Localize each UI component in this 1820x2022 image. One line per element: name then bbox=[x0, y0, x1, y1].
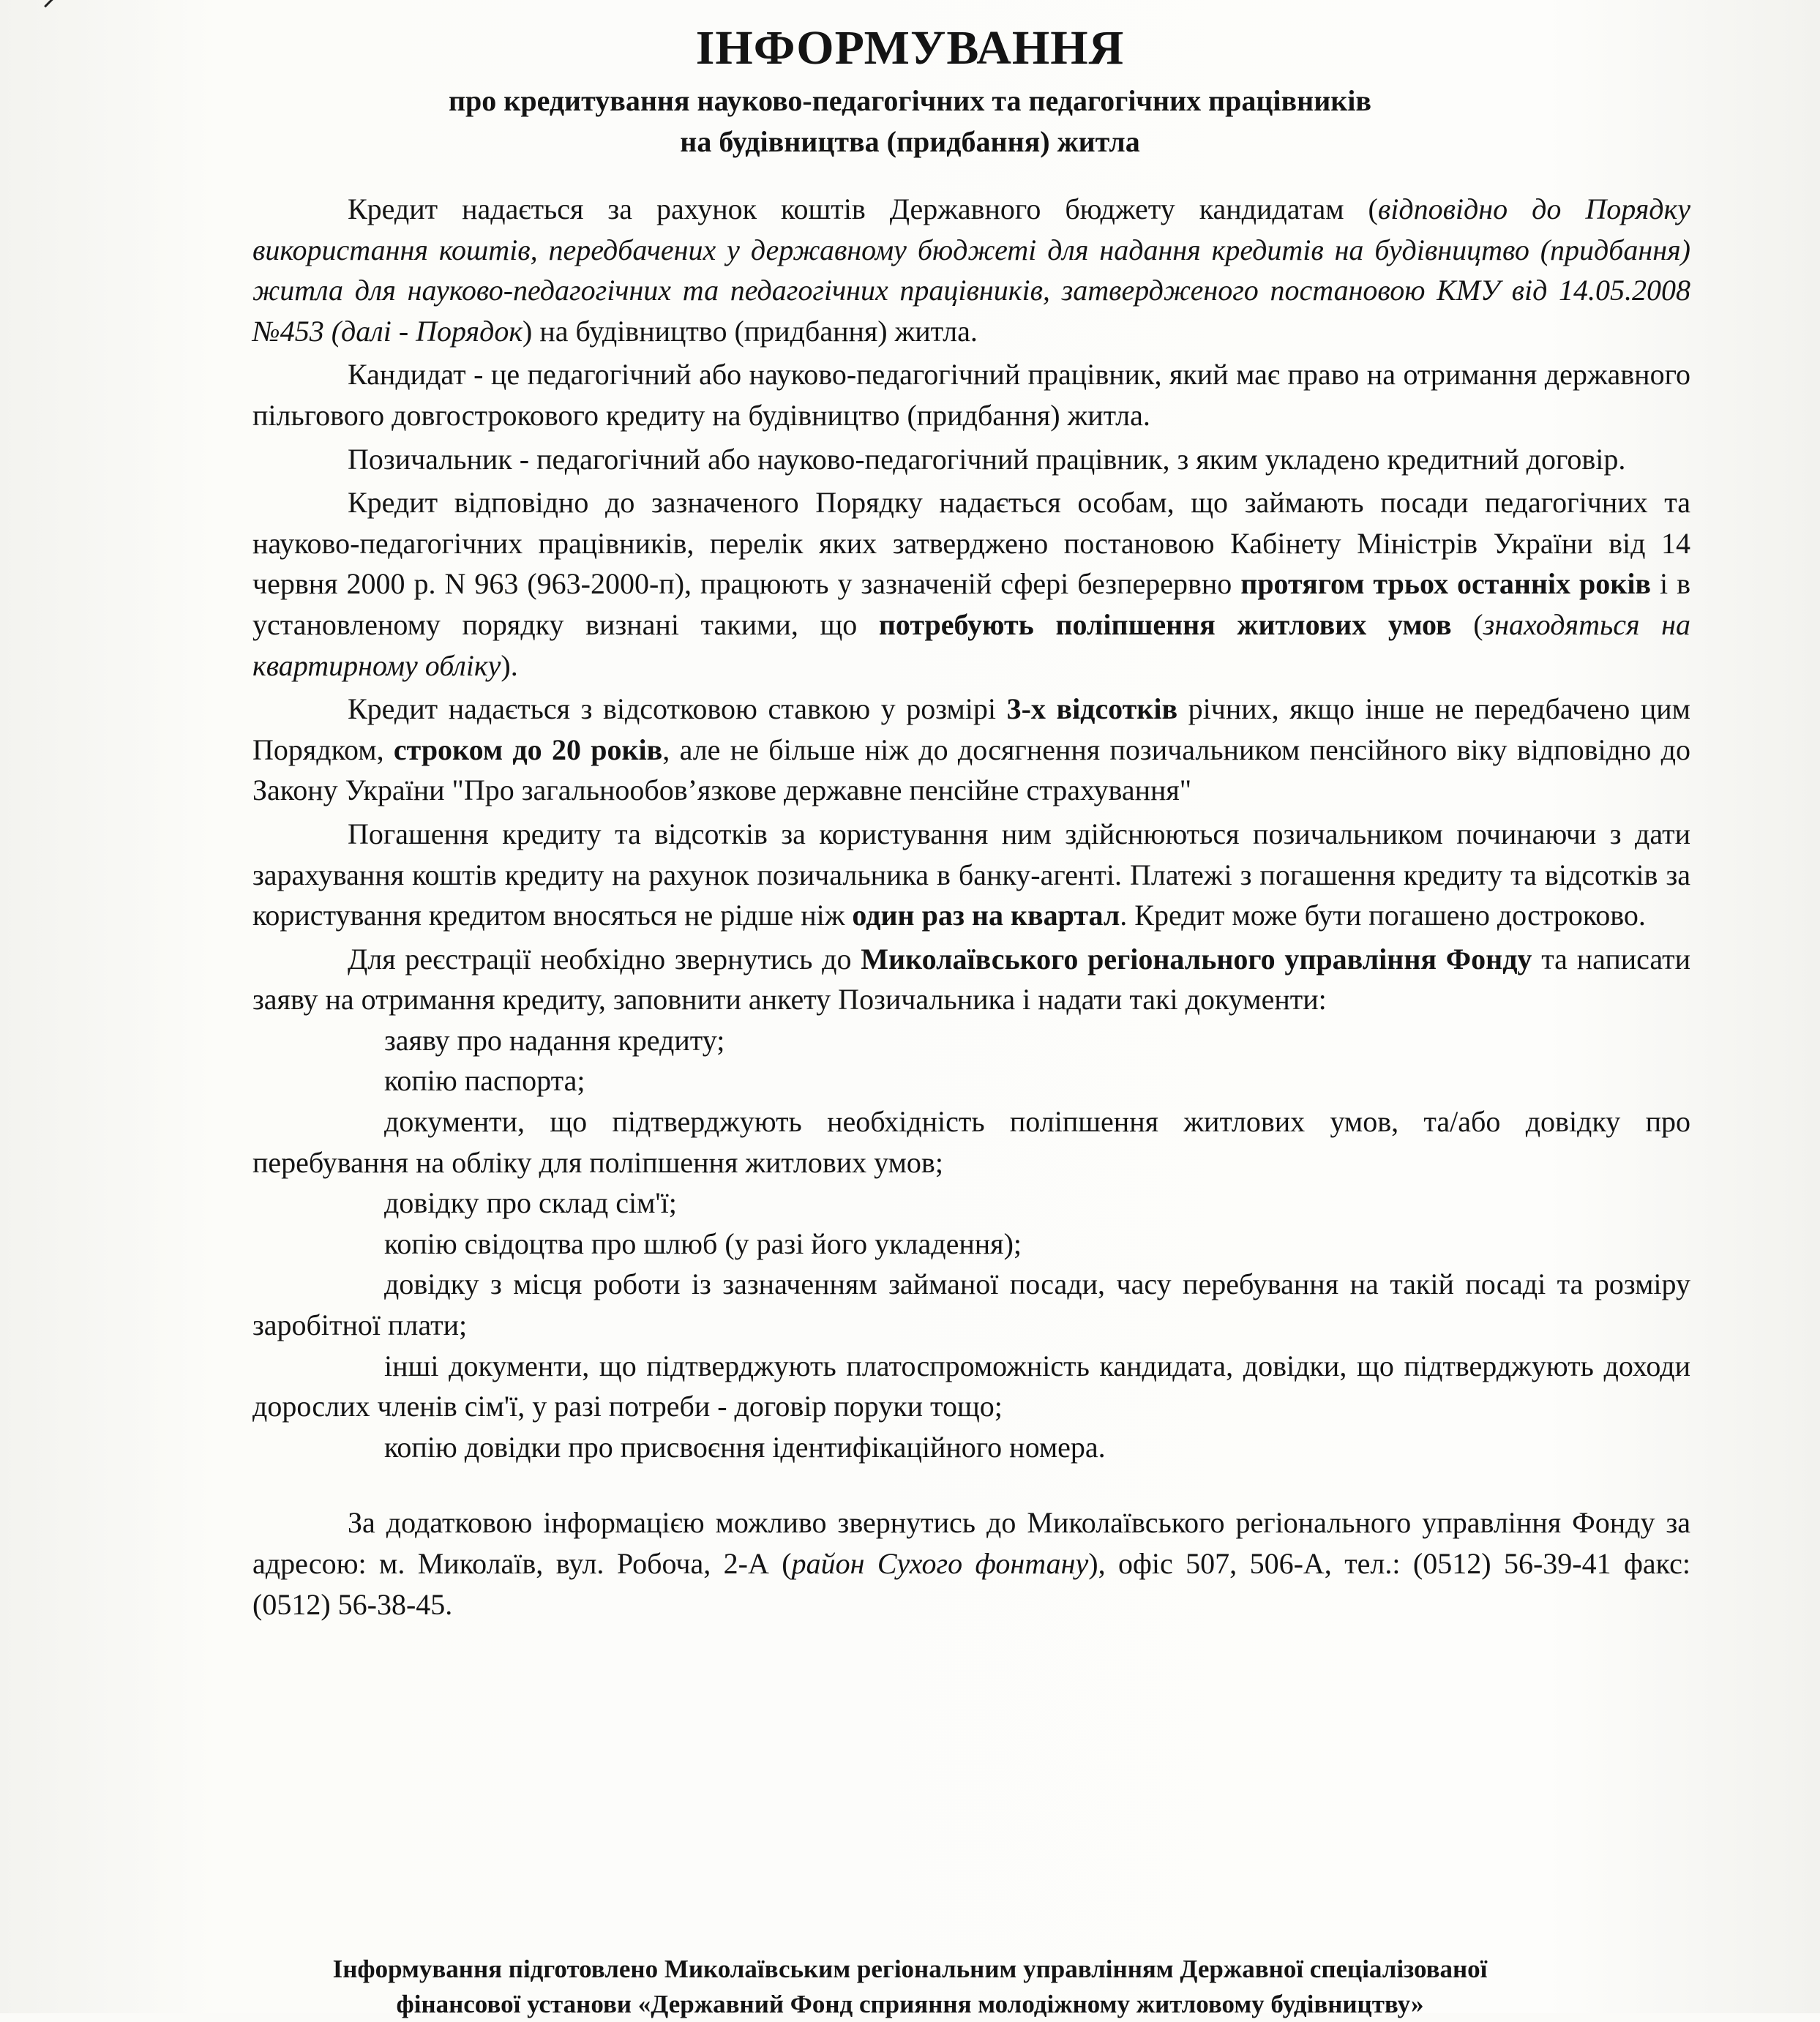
list-item-tax-id: копію довідки про присвоєння ідентифікаційного номера. bbox=[384, 1430, 1106, 1464]
list-item-solvency-documents: інші документи, що підтверджують платоспроможність кандидата, довідки, що підтверджують доходи дорослих членів сім'ї, у разі потреби - договір поруки тощо; bbox=[252, 1349, 1690, 1423]
list-item-housing-documents: документи, що підтверджують необхідність поліпшення житлових умов, та/або довідку про перебування на обліку для поліпшення житлових умов; bbox=[252, 1105, 1690, 1179]
document-footer bbox=[0, 1952, 1820, 2022]
subtitle-line-2: на будівництва (придбання) житла bbox=[680, 125, 1140, 158]
footer-line-2: фінансової установи «Державний Фонд сприяння молодіжному житловому будівництву» bbox=[396, 1990, 1424, 2018]
paragraph-candidate-definition: Кандидат - це педагогічний або науково-педагогічний працівник, який має право на отримання державного пільгового довгострокового кредиту на будівництво (придбання) житла. bbox=[252, 358, 1690, 432]
list-item-employment-certificate: довідку з місця роботи із зазначенням займаної посади, часу перебування на такій посаді та розміру заробітної плати; bbox=[252, 1268, 1690, 1342]
paragraph-interest-rate: Кредит надається з відсотковою ставкою у розмірі 3-х відсотків річних, якщо інше не передбачено цим Порядком, строком до 20 років, але не більше ніж до досягнення позичальником пенсійного віку відповідно до Закону України "Про загальнообов’язкове державне пенсійне страхування" bbox=[252, 692, 1691, 807]
list-item-marriage-certificate: копію свідоцтва про шлюб (у разі його укладення); bbox=[384, 1227, 1022, 1260]
paragraph-eligibility: Кредит відповідно до зазначеного Порядку надається особам, що займають посади педагогічних та науково-педагогічних працівників, перелік яких затверджено постановою Кабінету Міністрів України від 14 червня 2000 р. N 963 (963-2000-п), працюють у зазначеній сфері безперервно протягом трьох останніх років і в установленому порядку визнані такими, що потребують поліпшення житлових умов (знаходяться на квартирному обліку). bbox=[252, 486, 1690, 682]
list-item-passport: копію паспорта; bbox=[384, 1064, 585, 1098]
document-body bbox=[252, 189, 1690, 1625]
paragraph-borrower-definition: Позичальник - педагогічний або науково-педагогічний працівник, з яким укладено кредитний договір. bbox=[348, 442, 1626, 476]
paragraph-repayment: Погашення кредиту та відсотків за користування ним здійснюються позичальником починаючи з дати зарахування коштів кредиту на рахунок позичальника в банку-агенті. Платежі з погашення кредиту та відсотків за користування кредитом вносяться не рідше ніж один раз на квартал. Кредит може бути погашено достроково. bbox=[252, 817, 1690, 932]
document-subtitle bbox=[0, 80, 1820, 162]
paragraph-registration: Для реєстрації необхідно звернутись до Миколаївського регіонального управління Фонду та написати заяву на отримання кредиту, заповнити анкету Позичальника і надати такі документи: bbox=[252, 942, 1691, 1016]
list-item-application: заяву про надання кредиту; bbox=[384, 1023, 725, 1057]
corner-mark bbox=[44, 0, 57, 7]
footer-line-1: Інформування підготовлено Миколаївським регіональним управлінням Державної спеціалізованої bbox=[332, 1955, 1488, 1983]
list-item-family-certificate: довідку про склад сім'ї; bbox=[384, 1186, 677, 1220]
paragraph-contact-info: За додатковою інформацією можливо звернутись до Миколаївського регіонального управління Фонду за адресою: м. Миколаїв, вул. Робоча, 2-А (район Сухого фонтану), офіс 507, 506-А, тел.: (0512) 56-39-41 факс: (0512) 56-38-45. bbox=[252, 1506, 1690, 1621]
subtitle-line-1: про кредитування науково-педагогічних та педагогічних працівників bbox=[449, 84, 1371, 117]
document-title: ІНФОРМУВАННЯ bbox=[695, 21, 1125, 75]
paragraph-credit-source: Кредит надається за рахунок коштів Державного бюджету кандидатам (відповідно до Порядку використання коштів, передбачених у державному бюджеті для надання кредитів на будівництво (придбання) житла для науково-педагогічних та педагогічних працівників, затвердженого постановою КМУ від 14.05.2008 №453 (далі - Порядок) на будівництво (придбання) житла. bbox=[252, 192, 1690, 348]
